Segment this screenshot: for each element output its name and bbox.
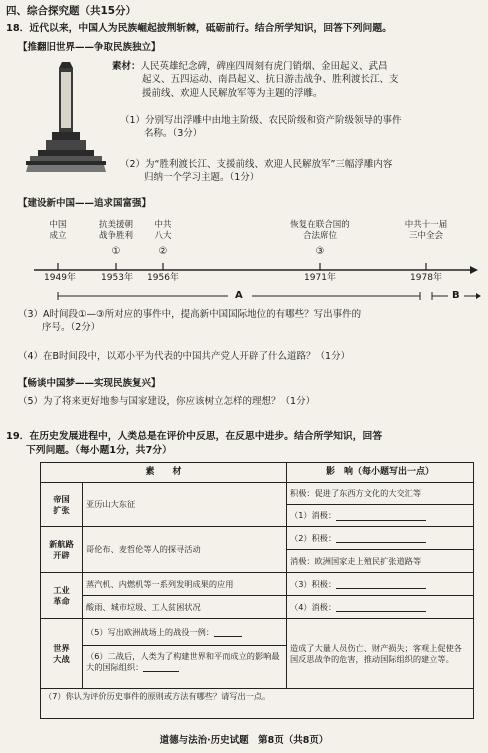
event-num: ③: [315, 246, 325, 257]
row-impact: 消极：欧洲国家走上殖民扩张道路等: [287, 550, 474, 573]
header-impact: 影 响（每小题写出一点）: [287, 463, 474, 483]
row-category: 新航路 开辟: [41, 527, 83, 573]
q18-3-line: （3）A时间段①—③所对应的事件中，提高新中国国际地位的有哪些？写出事件的: [18, 309, 362, 320]
q18-4: （4）在B时间段中，以邓小平为代表的中国共产党人开辟了什么道路？（1分）: [18, 351, 351, 362]
section-title: 四、综合探究题（共15分）: [6, 5, 137, 17]
impact-prompt: （3）积极：: [290, 578, 337, 589]
q18-3: [18, 308, 484, 335]
q18-2-line: （2）为“胜利渡长江、支援前线、欢迎人民解放军”三幅浮雕内容: [120, 159, 393, 170]
answer-blank[interactable]: [214, 627, 242, 637]
q18-3-line: 序号。（2分）: [42, 322, 101, 334]
row-material-blank: [83, 619, 287, 646]
q19-stem: [6, 430, 484, 457]
part3-tag: 【畅谈中国梦——实现民族复兴】: [18, 378, 161, 389]
header-material: 素 材: [41, 463, 287, 483]
answer-blank[interactable]: [143, 662, 179, 672]
part2-tag: 【建设新中国——追求国富强】: [18, 198, 152, 209]
event-label: 中共十一届 三中全会: [404, 220, 448, 241]
q19-7: （7）你认为评价历史事件的原则或方法有哪些？请写出一点。: [41, 689, 474, 719]
material-prompt: （6）二战后，人类为了构建世界和平而成立的影响最大的国际组织：: [86, 651, 280, 672]
event-label: 恢复在联合国的 合法席位: [290, 220, 350, 241]
q18-2: [120, 158, 484, 185]
q18-stem: 18．近代以来，中国人为民族崛起披荆斩棘，砥砺前行。结合所学知识，回答下列问题。: [6, 23, 392, 34]
q18-2-line: 归纳一个学习主题。（1分）: [144, 172, 260, 184]
answer-blank[interactable]: [336, 511, 426, 521]
answer-blank[interactable]: [336, 602, 426, 612]
impact-prompt: （1）消极：: [290, 510, 337, 521]
material-block: [112, 60, 484, 100]
event-label: 中共 八大: [154, 220, 172, 241]
answer-blank[interactable]: [336, 579, 426, 589]
impact-prompt: （4）消极：: [290, 601, 337, 612]
event-year: 1949年: [44, 273, 76, 283]
row-impact: 积极：促进了东西方文化的大交汇等: [287, 483, 474, 505]
event-num: ②: [158, 246, 168, 257]
event-year: 1953年: [101, 273, 133, 283]
q19-table: [40, 462, 474, 719]
material-prompt: （5）写出欧洲战场上的战役一例：: [86, 626, 215, 637]
row-material: 酸雨、城市垃圾、工人贫困状况: [83, 596, 287, 619]
timeline: [0, 216, 488, 306]
q18-5: （5）为了将来更好地参与国家建设，你应该树立怎样的理想？（1分）: [18, 396, 316, 407]
row-material-blank: [83, 646, 287, 689]
event-year: 1978年: [410, 273, 442, 283]
row-impact: 造成了大量人员伤亡、财产损失；客观上促使各国反思战争的危害，推动国际组织的建立等。: [287, 619, 474, 689]
event-label: 抗美援朝 战争胜利: [98, 220, 133, 241]
row-category: 世界 大战: [41, 619, 83, 689]
event-year: 1971年: [304, 273, 336, 283]
material-label: 素材：: [112, 61, 141, 72]
row-material: 亚历山大东征: [83, 483, 287, 527]
page-footer: 道德与法治·历史试题 第8页（共8页）: [159, 735, 329, 746]
impact-prompt: （2）积极：: [290, 532, 337, 543]
row-category: 工业 革命: [41, 573, 83, 619]
material-line: 人民英雄纪念碑，碑座四周刻有虎门销烟、金田起义、武昌: [140, 61, 388, 72]
row-material: 蒸汽机、内燃机等一系列发明成果的应用: [83, 573, 287, 596]
q18-1-line: （1）分别写出浮雕中由地主阶级、农民阶级和资产阶级领导的事件: [120, 115, 402, 126]
part1-tag: 【推翻旧世界——争取民族独立】: [18, 42, 161, 53]
event-label: 中国 成立: [49, 220, 67, 241]
row-impact-blank: [287, 505, 474, 527]
event-year: 1956年: [147, 273, 179, 283]
period-b: B: [452, 290, 460, 301]
answer-blank[interactable]: [336, 533, 426, 543]
timeline-axis: [0, 216, 488, 306]
material-line: 起义、五四运动、南昌起义、抗日游击战争、胜利渡长江、支: [142, 74, 399, 86]
row-category: 帝国 扩张: [41, 483, 83, 527]
q19-stem-line: 19．在历史发展进程中，人类总是在评价中反思，在反思中进步。结合所学知识，回答: [6, 431, 383, 442]
row-impact-blank: [287, 527, 474, 550]
q18-1: [120, 114, 484, 141]
monument-illustration: [26, 58, 106, 180]
row-material: 哥伦布、麦哲伦等人的探寻活动: [83, 527, 287, 573]
event-num: ①: [111, 246, 121, 257]
q19-stem-line: 下列问题。（每小题1分，共7分）: [26, 444, 172, 456]
period-a: A: [235, 290, 243, 301]
material-line: 援前线、欢迎人民解放军等为主题的浮雕。: [142, 87, 323, 99]
row-impact-blank: [287, 596, 474, 619]
row-impact-blank: [287, 573, 474, 596]
q18-1-line: 名称。（3分）: [144, 128, 203, 140]
